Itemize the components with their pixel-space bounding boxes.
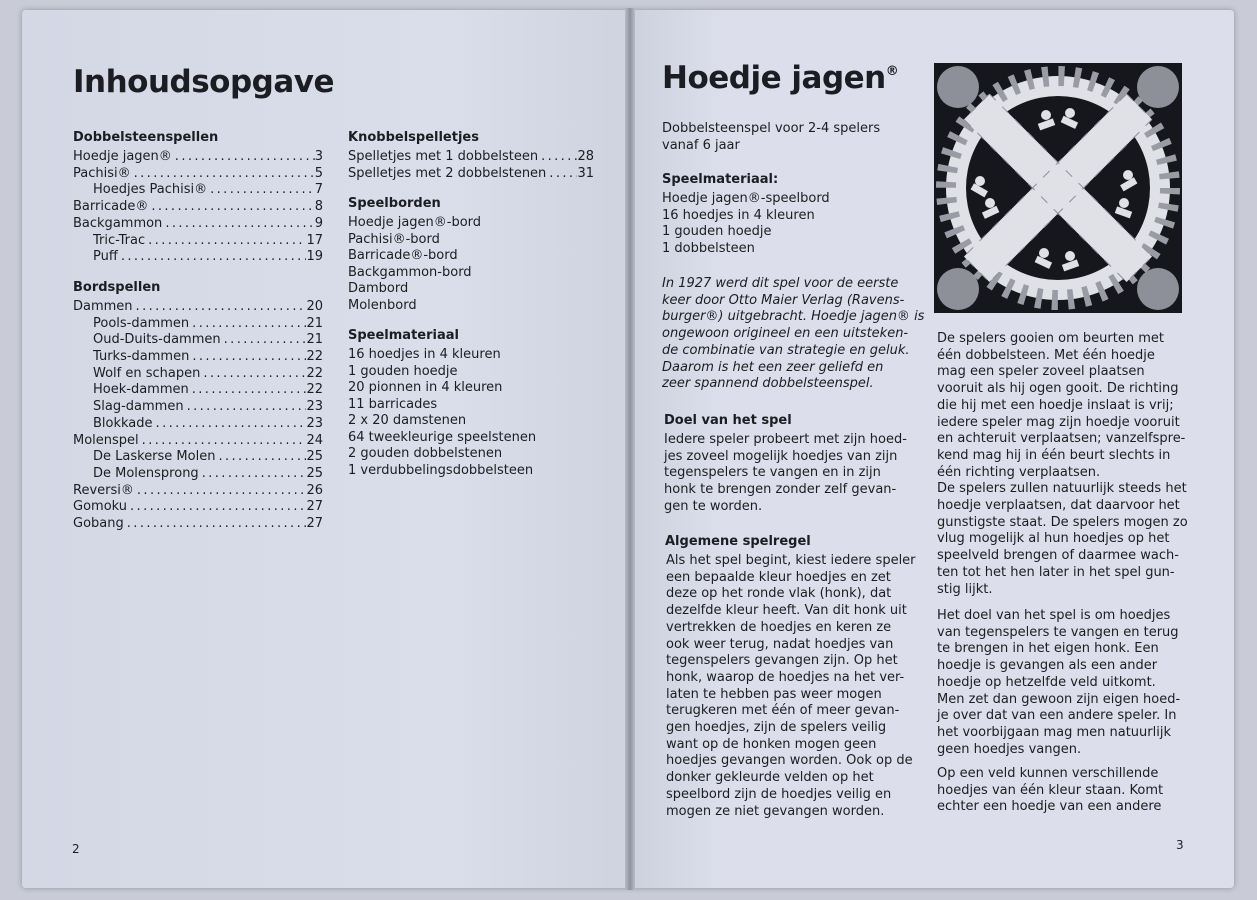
text-line: honk te brengen zonder zelf gevan- (664, 482, 897, 498)
toc-row (73, 199, 323, 216)
text-line: Men zet dan gewoon zijn eigen hoed- (937, 691, 1181, 707)
toc-entry-page: 28 (577, 149, 594, 164)
toc-entry-label: Pachisi® (73, 165, 131, 181)
toc-row (73, 382, 323, 399)
toc-column-1 (73, 130, 323, 533)
toc-leader-dots (172, 149, 315, 166)
list-item: Hoedje jagen®-bord (348, 215, 482, 231)
toc-leader-dots (189, 382, 307, 399)
text-line: van tegenspelers te vangen en terug (937, 624, 1179, 640)
toc-row (73, 233, 323, 250)
toc-entry-label: Molenspel (73, 432, 139, 448)
toc-entry-label: Slag-dammen (93, 399, 184, 415)
toc-leader-dots (189, 349, 306, 366)
toc-entry-page: 23 (306, 415, 323, 431)
toc-entry-page: 24 (306, 432, 323, 448)
toc-row (73, 416, 323, 433)
game-board-svg (934, 63, 1182, 313)
text-line: echter een hoedje van een andere (937, 799, 1162, 815)
text-line: ook weer terug, nadat hoedjes van (666, 636, 894, 652)
corner-home-circle (937, 66, 979, 108)
toc-entry-page: 21 (306, 315, 323, 331)
corner-home-circle (1137, 268, 1179, 310)
toc-row (73, 466, 323, 483)
toc-leader-dots (133, 299, 307, 316)
toc-entry-page: 26 (306, 482, 323, 498)
text-line: die hij met een hoedje inslaat is vrij; (937, 397, 1174, 413)
toc-entry-label: Gomoku (73, 499, 128, 515)
toc-row (73, 349, 323, 366)
text-line: Als het spel begint, kiest iedere speler (666, 553, 916, 568)
text-line: honk, waarop de hoedjes na het ver- (666, 669, 905, 685)
title-text: Hoedje jagen (662, 60, 886, 96)
text-line: Daarom is het een zeer geliefd en (662, 359, 884, 375)
toc-row (73, 166, 323, 183)
text-line: iedere speler mag zijn hoedje vooruit (937, 414, 1180, 430)
toc-entry-label: Reversi® (73, 482, 134, 498)
toc-leader-dots (207, 182, 315, 199)
toc-leader-dots (199, 466, 307, 483)
text-line: donker gekleurde velden op het (666, 770, 874, 786)
toc-row (73, 332, 323, 349)
text-line: want op de honken mogen geen (666, 736, 877, 752)
toc-entry-label: Gobang (73, 516, 124, 532)
text-line: een bepaalde kleur hoedjes en zet (666, 569, 891, 585)
toc-entry-page: 19 (306, 249, 323, 265)
toc-entry-page: 22 (306, 365, 323, 381)
text-line: jes zoveel mogelijk hoedjes van zijn (664, 448, 898, 464)
list-item: 2 gouden dobbelstenen (348, 446, 503, 462)
text-line: Het doel van het spel is om hoedjes (937, 608, 1171, 623)
list-item: Barricade®-bord (348, 248, 458, 264)
text-line: deze op het ronde vlak (honk), dat (666, 586, 892, 602)
list-item: Dambord (348, 281, 409, 297)
toc-entry-page: 8 (314, 199, 323, 215)
toc-entry-label: Backgammon (73, 215, 163, 231)
rules-paragraph-2 (937, 331, 1188, 598)
text-line: gunstigste staat. De spelers mogen zo (937, 514, 1188, 530)
text-line: speelbord zijn de hoedjes veilig en (666, 786, 892, 802)
toc-entry-page: 20 (306, 298, 323, 314)
text-line: ongewoon origineel en een uitsteken- (662, 326, 909, 342)
list-section-heading: Speelborden (348, 196, 441, 212)
page-title-game (662, 60, 898, 96)
toc-entry-page: 27 (306, 499, 323, 515)
text-line: kend mag hij in één beurt slechts in (937, 447, 1171, 463)
text-line: de combinatie van strategie en geluk. (662, 342, 910, 358)
page-number-right: 3 (1176, 838, 1184, 852)
text-line: dezelfde kleur heeft. Van dit honk uit (666, 603, 907, 619)
toc-leader-dots (538, 149, 577, 166)
toc-leader-dots (127, 499, 306, 516)
text-line: tegenspelers te vangen en in zijn (664, 465, 881, 481)
toc-entry-label: Spelletjes met 2 dobbelstenen (348, 165, 547, 181)
text-line: je over dat van een andere speler. In (937, 708, 1177, 724)
list-item: Backgammon-bord (348, 264, 472, 280)
text-line: Dobbelsteenspel voor 2-4 spelers (662, 121, 881, 136)
text-line: vertrekken de hoedjes en keren ze (666, 619, 892, 635)
toc-leader-dots (124, 516, 307, 533)
toc-entry-page: 27 (306, 516, 323, 532)
toc-entry-page: 5 (314, 165, 323, 181)
list-block (348, 215, 594, 314)
toc-entry-page: 7 (314, 182, 323, 198)
list-item: 64 tweekleurige speelstenen (348, 429, 537, 445)
toc-entry-label: Dammen (73, 298, 133, 314)
text-line: gen te worden. (664, 498, 763, 514)
page-title-contents: Inhoudsopgave (73, 64, 335, 100)
toc-row (73, 449, 323, 466)
toc-entry-label: Hoek-dammen (93, 382, 189, 398)
text-line: Op een veld kunnen verschillende (937, 766, 1159, 781)
toc-leader-dots (189, 316, 306, 333)
rules-paragraph-3 (937, 608, 1180, 758)
toc-row (73, 149, 323, 166)
goal-heading: Doel van het spel (664, 413, 792, 428)
toc-entry-label: Spelletjes met 1 dobbelsteen (348, 149, 539, 164)
game-board-illustration (934, 63, 1182, 313)
toc-entry-label: Barricade® (73, 199, 149, 215)
text-line: Hoedje jagen®-speelbord (662, 191, 830, 206)
text-line: stig lijkt. (937, 581, 993, 597)
toc-entry-page: 23 (306, 399, 323, 415)
text-line: 16 hoedjes in 4 kleuren (662, 207, 815, 223)
text-line: burger®) uitgebracht. Hoedje jagen® is (662, 309, 925, 325)
list-block (348, 347, 594, 479)
text-line: het voorbijgaan mag men natuurlijk (937, 724, 1171, 740)
text-line: speelveld brengen of daarmee wach- (937, 548, 1179, 564)
toc-row (73, 366, 323, 383)
toc-row (73, 499, 323, 516)
toc-leader-dots (134, 483, 307, 500)
text-line: tegenspelers gevangen zijn. Op het (666, 653, 898, 669)
text-line: vlug mogelijk al hun hoedjes op het (937, 531, 1170, 547)
toc-entry-label: Oud-Duits-dammen (93, 332, 221, 348)
text-line: hoedje verplaatsen, dat daarvoor het (937, 498, 1180, 514)
text-line: hoedje op hetzelfde veld uitkomt. (937, 674, 1156, 690)
text-line: en achteruit verplaatsen; vanzelfspre- (937, 431, 1186, 447)
toc-entry-page: 25 (306, 465, 323, 481)
toc-entry-page: 22 (306, 349, 323, 365)
text-line: terugkeren met één of meer gevan- (666, 703, 900, 719)
toc-entry-label: Wolf en schapen (93, 365, 201, 381)
toc-row (73, 216, 323, 233)
text-line: In 1927 werd dit spel voor de eerste (662, 276, 899, 291)
text-line: mogen ze niet gevangen worden. (666, 803, 885, 819)
list-item: 1 verdubbelingsdobbelsteen (348, 462, 534, 478)
toc-leader-dots (153, 416, 307, 433)
page-number-left: 2 (72, 842, 80, 856)
text-line: keer door Otto Maier Verlag (Ravens- (662, 292, 905, 308)
materials-list (662, 191, 830, 258)
toc-row (73, 483, 323, 500)
text-line: één richting verplaatsen. (937, 464, 1101, 480)
toc-row (73, 516, 323, 533)
text-line: De spelers zullen natuurlijk steeds het (937, 481, 1187, 497)
toc-entry-label: Hoedjes Pachisi® (93, 182, 208, 198)
book-gutter (625, 8, 635, 890)
text-line: 1 dobbelsteen (662, 241, 755, 257)
toc-entry-label: Turks-dammen (93, 349, 190, 365)
toc-row (348, 166, 594, 183)
toc-row (73, 399, 323, 416)
toc-entry-page: 31 (577, 165, 594, 181)
corner-home-circle (937, 268, 979, 310)
toc-leader-dots (184, 399, 307, 416)
toc-row (73, 433, 323, 450)
text-line: te brengen in het eigen honk. Een (937, 641, 1159, 657)
toc-row (73, 316, 323, 333)
text-line: ten tot het hen later in het spel gun- (937, 564, 1175, 580)
materials-heading: Speelmateriaal: (662, 172, 779, 187)
text-line: Iedere speler probeert met zijn hoed- (664, 432, 907, 447)
toc-row (348, 149, 594, 166)
list-item: 16 hoedjes in 4 kleuren (348, 347, 501, 363)
rules-paragraph (666, 553, 916, 820)
toc-leader-dots (148, 199, 314, 216)
toc-entry-label: Hoedje jagen® (73, 149, 172, 164)
corner-home-circle (1137, 66, 1179, 108)
toc-leader-dots (215, 449, 306, 466)
toc-leader-dots (546, 166, 577, 183)
list-item: Molenbord (348, 297, 417, 313)
text-line: 1 gouden hoedje (662, 224, 772, 240)
toc-row (73, 182, 323, 199)
registered-mark: ® (885, 64, 899, 79)
toc-leader-dots (221, 332, 307, 349)
toc-entry-label: Puff (93, 249, 118, 265)
toc-entry-page: 21 (306, 332, 323, 348)
toc-entry-label: Pools-dammen (93, 315, 190, 331)
toc-section-heading: Bordspellen (73, 279, 161, 295)
goal-paragraph (664, 432, 907, 516)
text-line: gen hoedjes, zijn de spelers veilig (666, 720, 887, 736)
text-line: mag een speler zoveel plaatsen (937, 364, 1145, 380)
text-line: De spelers gooien om beurten met (937, 331, 1164, 346)
rules-paragraph-4 (937, 766, 1163, 816)
toc-leader-dots (145, 233, 306, 250)
intro-paragraph (662, 276, 924, 393)
text-line: hoedje is gevangen als een ander (937, 658, 1158, 674)
toc-leader-dots (200, 366, 306, 383)
text-line: één dobbelsteen. Met één hoedje (937, 347, 1155, 363)
text-line: geen hoedjes vangen. (937, 741, 1082, 757)
game-subtitle (662, 121, 880, 154)
toc-leader-dots (118, 249, 307, 266)
toc-entry-label: Blokkade (93, 415, 153, 431)
toc-list (348, 149, 594, 182)
list-item: 11 barricades (348, 396, 438, 412)
list-item: Pachisi®-bord (348, 231, 440, 247)
toc-section-heading: Knobbelspelletjes (348, 130, 479, 145)
list-item: 2 x 20 damstenen (348, 413, 467, 429)
toc-entry-page: 17 (306, 232, 323, 248)
toc-list (73, 299, 323, 533)
toc-entry-page: 25 (306, 449, 323, 465)
toc-row (73, 299, 323, 316)
text-line: laten te hebben pas weer mogen (666, 686, 882, 702)
text-line: hoedjes van één kleur staan. Komt (937, 782, 1164, 798)
toc-entry-label: De Molensprong (93, 465, 199, 481)
text-line: vooruit als hij ogen gooit. De richting (937, 381, 1179, 397)
toc-entry-label: De Laskerse Molen (93, 449, 216, 465)
toc-entry-page: 22 (306, 382, 323, 398)
toc-column-2 (348, 130, 594, 479)
toc-entry-label: Tric-Trac (93, 232, 146, 248)
toc-section-heading: Dobbelsteenspellen (73, 130, 219, 145)
text-line: zeer spannend dobbelsteenspel. (662, 376, 874, 392)
toc-row (73, 249, 323, 266)
toc-list (73, 149, 323, 266)
toc-leader-dots (131, 166, 315, 183)
toc-entry-page: 9 (314, 215, 323, 231)
list-item: 20 pionnen in 4 kleuren (348, 380, 503, 396)
list-section-heading: Speelmateriaal (348, 328, 459, 344)
rules-heading: Algemene spelregel (665, 534, 811, 549)
list-item: 1 gouden hoedje (348, 363, 458, 379)
text-line: vanaf 6 jaar (662, 137, 740, 153)
toc-leader-dots (139, 433, 307, 450)
text-line: hoedjes gevangen worden. Ook op de (666, 753, 913, 769)
toc-leader-dots (162, 216, 314, 233)
toc-entry-page: 3 (314, 149, 323, 164)
